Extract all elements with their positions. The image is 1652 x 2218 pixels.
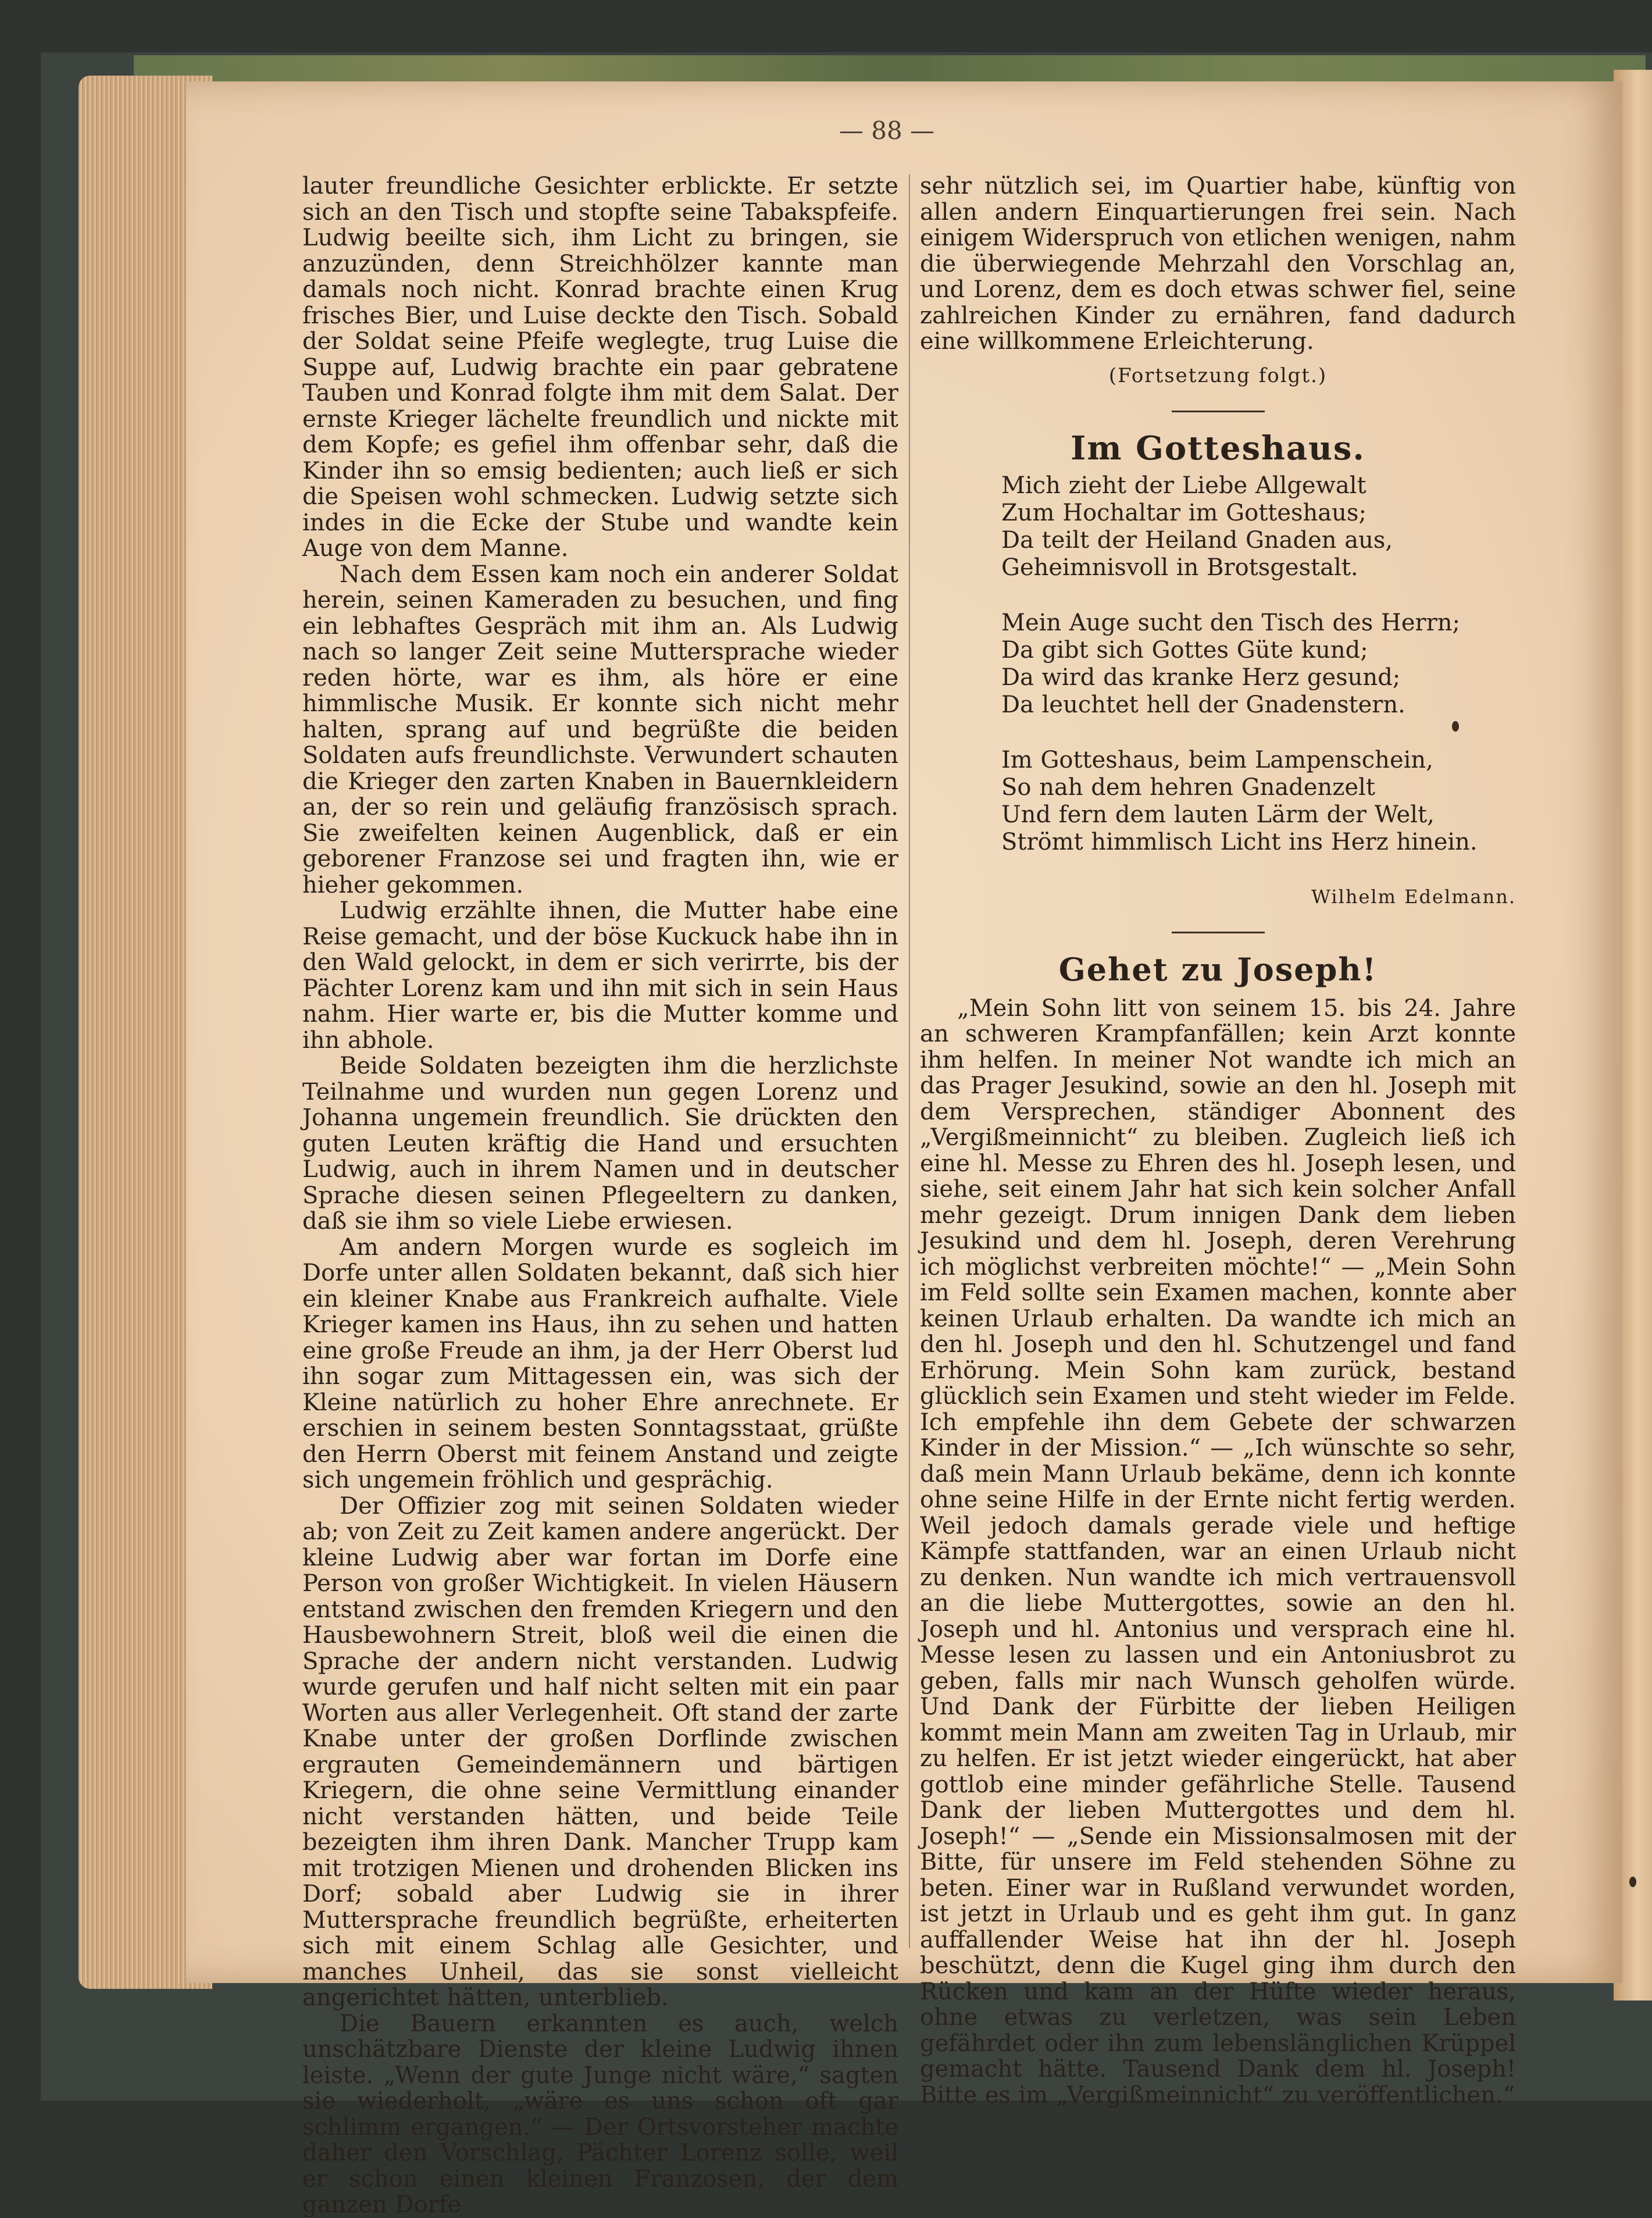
ink-spot: [1452, 721, 1459, 732]
poem-line: Mich zieht der Liebe Allgewalt: [1001, 472, 1366, 499]
left-paragraph-4: Beide Soldaten bezeigten ihm die herzlichste Teilnahme und wurden nun gegen Lorenz und Johanna ungemein freundlich. Sie drückten den guten Leuten kräftig die Hand und ersuchten Ludwig, auch in ihrem Namen und in deutscher Sprache diesen seinen Pflegeeltern zu danken, daß sie ihm so viele Liebe erwiesen.: [302, 1053, 898, 1235]
left-paragraph-3: Ludwig erzählte ihnen, die Mutter habe eine Reise gemacht, und der böse Kuckuck habe ihn in den Wald gelockt, in dem er sich verirrte, bis der Pächter Lorenz kam und ihn mit sich in sein Haus nahm. Hier warte er, bis die Mutter komme und ihn abhole.: [302, 897, 898, 1054]
continued-note: (Fortsetzung folgt.): [1108, 363, 1328, 387]
poem-author: Wilhelm Edelmann.: [1311, 885, 1516, 908]
page-number: — 88 —: [839, 116, 935, 145]
poem-line: Da gibt sich Gottes Güte kund;: [1001, 636, 1368, 664]
story-continuation: sehr nützlich sei, im Quartier habe, künftig von allen andern Einquartierungen frei sein. Nach einigem Widerspruch von etlichen wenigen, nahm die überwiegende Mehrzahl den Vorschlag an, und Lorenz, dem es doch etwas schwer fiel, seine zahlreichen Kinder zu ernähren, fand dadurch eine willkommene Erleichterung.: [920, 173, 1516, 355]
left-paragraph-7: Die Bauern erkannten es auch, welch unschätzbare Dienste der kleine Ludwig ihnen leiste. „Wenn der gute Junge nicht wäre,“ sagten sie wiederholt, „wäre es uns schon oft gar schlimm ergangen.“ — Der Ortsvorsteher machte daher den Vorschlag, Pächter Lorenz solle, weil er schon einen kleinen Franzosen, der dem ganzen Dorfe: [302, 2010, 898, 2218]
poem-line: Da leuchtet hell der Gnadenstern.: [1001, 691, 1405, 718]
poem-line: Da wird das kranke Herz gesund;: [1001, 664, 1401, 691]
ink-spot: [1629, 1877, 1636, 1887]
poem-line: Mein Auge sucht den Tisch des Herrn;: [1001, 609, 1460, 636]
poem-line: Im Gotteshaus, beim Lampenschein,: [1001, 746, 1433, 773]
poem-title: Im Gotteshaus.: [1071, 429, 1365, 468]
poem-stanza-1: [1001, 472, 1516, 582]
poem-stanza-2: [1001, 609, 1516, 719]
poem-line: Und fern dem lauten Lärm der Welt,: [1001, 801, 1435, 828]
left-paragraph-5: Am andern Morgen wurde es sogleich im Dorfe unter allen Soldaten bekannt, daß sich hier ein kleiner Knabe aus Frankreich aufhalte. Viele Krieger kamen ins Haus, ihn zu sehen und hatten eine große Freude an ihm, ja der Herr Oberst lud ihn sogar zum Mittagessen ein, was sich der Kleine natürlich zu hoher Ehre anrechnete. Er erschien in seinem besten Sonntagsstaat, grüßte den Herrn Oberst mit feinem Anstand und zeigte sich ungemein fröhlich und gesprächig.: [302, 1233, 898, 1493]
poem: [1001, 472, 1516, 856]
poem-line: Geheimnisvoll in Brotsgestalt.: [1001, 554, 1358, 581]
left-paragraph-1: lauter freundliche Gesichter erblickte. Er setzte sich an den Tisch und stopfte seine Tabakspfeife. Ludwig beeilte sich, ihm Licht zu bringen, sie anzuzünden, denn Streichhölzer kannte man damals noch nicht. Konrad brachte einen Krug frisches Bier, und Luise deckte den Tisch. Sobald der Soldat seine Pfeife weglegte, trug Luise die Suppe auf, Ludwig brachte ein paar gebratene Tauben und Konrad folgte ihm mit dem Salat. Der ernste Krieger lächelte freundlich und nickte mit dem Kopfe; es gefiel ihm offenbar sehr, daß die Kinder ihn so emsig bedienten; auch ließ er sich die Speisen wohl schmecken. Ludwig setzte sich indes in die Ecke der Stube und wandte kein Auge von dem Manne.: [302, 173, 898, 562]
article-body: „Mein Sohn litt von seinem 15. bis 24. Jahre an schweren Krampfanfällen; kein Arzt konnte ihm helfen. In meiner Not wandte ich mich an das Prager Jesukind, sowie an den hl. Joseph mit dem Versprechen, ständiger Abonnent des „Vergißmeinnicht“ zu bleiben. Zugleich ließ ich eine hl. Messe zu Ehren des hl. Joseph lesen, und siehe, seit einem Jahr hat sich kein solcher Anfall mehr gezeigt. Drum innigen Dank dem lieben Jesukind und dem hl. Joseph, deren Verehrung ich möglichst verbreiten möchte!“ — „Mein Sohn im Feld sollte sein Examen machen, konnte aber keinen Urlaub erhalten. Da wandte ich mich an den hl. Joseph und den hl. Schutzengel und fand Erhörung. Mein Sohn kam zurück, bestand glücklich sein Examen und steht wieder im Felde. Ich empfehle ihn dem Gebete der schwarzen Kinder in der Mission.“ — „Ich wünschte so sehr, daß mein Mann Urlaub bekäme, denn ich konnte ohne seine Hilfe in der Ernte nicht fertig werden. Weil jedoch damals gerade viele und heftige Kämpfe stattfanden, war an einen Urlaub nicht zu denken. Nun wandte ich mich vertrauensvoll an die liebe Muttergottes, sowie an den hl. Joseph und hl. Antonius und versprach eine hl. Messe lesen zu lassen und ein Antoniusbrot zu geben, falls mir nach Wunsch geholfen würde. Und Dank der Fürbitte der lieben Heiligen kommt mein Mann am zweiten Tag in Urlaub, mir zu helfen. Er ist jetzt wieder eingerückt, hat aber gottlob eine minder gefährliche Stelle. Tausend Dank der lieben Muttergottes und dem hl. Joseph!“ — „Sende ein Missionsalmosen mit der Bitte, für unsere im Feld stehenden Söhne zu beten. Einer war in Rußland verwundet worden, ist jetzt in Urlaub und es geht ihm gut. In ganz auffallender Weise hat ihn der hl. Joseph beschützt, denn die Kugel ging ihm durch den Rücken und kam an der Hüfte wieder heraus, ohne etwas zu verletzen, was sein Leben gefährdet oder ihn zum lebenslänglichen Krüppel gemacht hätte. Tausend Dank dem hl. Joseph! Bitte es im „Vergißmeinnicht“ zu veröffentlichen.“: [920, 994, 1516, 2109]
poem-line: Strömt himmlisch Licht ins Herz hinein.: [1001, 828, 1478, 855]
article-title: Gehet zu Joseph!: [1058, 951, 1378, 988]
column-divider: [909, 174, 910, 1948]
right-column: [920, 173, 1516, 2108]
poem-line: Da teilt der Heiland Gnaden aus,: [1001, 526, 1393, 554]
left-paragraph-6: Der Offizier zog mit seinen Soldaten wieder ab; von Zeit zu Zeit kamen andere angerückt. Der kleine Ludwig aber war fortan im Dorfe eine Person von großer Wichtigkeit. In vielen Häusern entstand zwischen den fremden Kriegern und den Hausbewohnern Streit, bloß weil die einen die Sprache der andern nicht verstanden. Ludwig wurde gerufen und half nicht selten mit ein paar Worten aus aller Verlegenheit. Oft stand der zarte Knabe unter der großen Dorflinde zwischen ergrauten Gemeindemännern und bärtigen Kriegern, die ohne seine Vermittlung einander nicht verstanden hätten, und beide Teile bezeigten ihm ihren Dank. Mancher Trupp kam mit trotzigen Mienen und drohenden Blicken ins Dorf; sobald aber Ludwig sie in ihrer Muttersprache freundlich begrüßte, erheiterten sich mit einem Schlag alle Gesichter, und manches Unheil, das sie sonst vielleicht angerichtet hätten, unterblieb.: [302, 1492, 898, 2011]
left-column: [302, 173, 898, 2218]
poem-stanza-3: [1001, 747, 1516, 856]
section-rule: [1172, 411, 1265, 412]
poem-line: So nah dem hehren Gnadenzelt: [1001, 773, 1375, 801]
left-paragraph-2: Nach dem Essen kam noch ein anderer Soldat herein, seinen Kameraden zu besuchen, und fing ein lebhaftes Gespräch mit ihm an. Als Ludwig nach so langer Zeit seine Muttersprache wieder reden hörte, war es ihm, als höre er eine himmlische Musik. Er konnte sich nicht mehr halten, sprang auf und begrüßte die beiden Soldaten aufs freundlichste. Verwundert schauten die Krieger den zarten Knaben in Bauernkleidern an, der so rein und geläufig französisch sprach. Sie zweifelten keinen Augenblick, daß er ein geborener Franzose sei und fragten ihn, wie er hieher gekommen.: [302, 561, 898, 898]
section-rule: [1172, 932, 1265, 933]
poem-line: Zum Hochaltar im Gotteshaus;: [1001, 499, 1366, 526]
